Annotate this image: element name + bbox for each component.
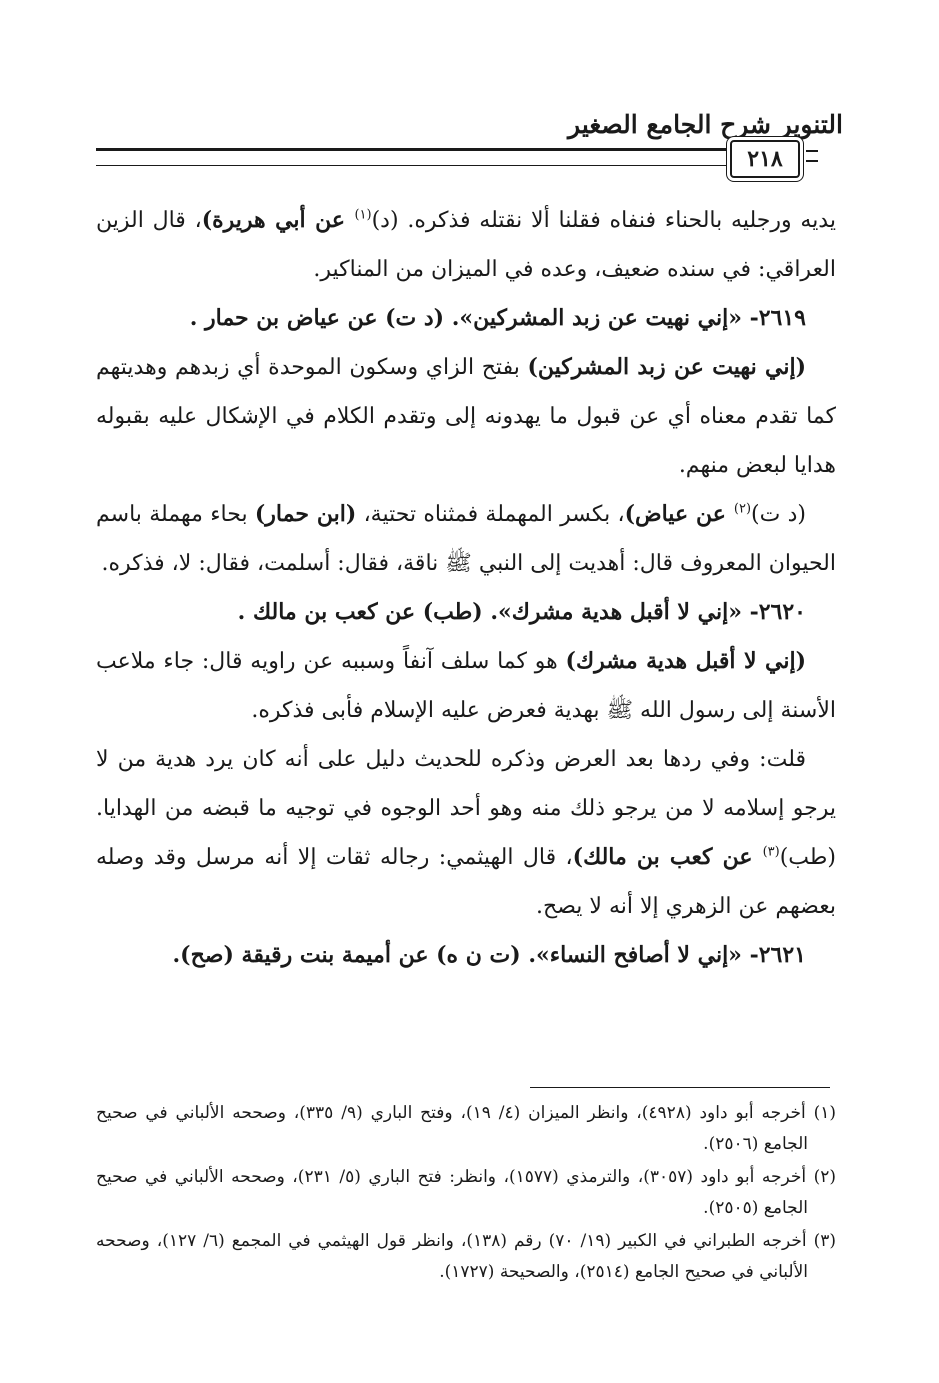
hadith-2620 bbox=[96, 588, 836, 637]
quoted-matn: (إني لا أقبل هدية مشرك) bbox=[565, 648, 806, 674]
text-run: (د ت) bbox=[751, 502, 806, 527]
hadith-2619 bbox=[96, 294, 836, 343]
footnote-1: (١) أخرجه أبو داود (٤٩٢٨)، وانظر الميزان (٤/ ١٩)، وفتح الباري (٩/ ٣٣٥)، وصححه الألباني في صحيح الجامع (٢٥٠٦). bbox=[96, 1103, 837, 1154]
text-run: بحاء مهملة باسم الحيوان المعروف قال: أهديت إلى النبي ﷺ ناقة، فقال: أسلمت، فقال: لا، فذكره. bbox=[96, 502, 836, 576]
text-run: يديه ورجليه بالحناء فنفاه فقلنا ألا نقتله فذكره. (د) bbox=[371, 208, 836, 233]
quoted-matn: (إني نهيت عن زبد المشركين) bbox=[527, 354, 807, 380]
paragraph-4 bbox=[96, 637, 836, 735]
footnote-ref-2: (٢) bbox=[733, 501, 752, 517]
narrator-name: عن عياض) bbox=[624, 501, 734, 527]
running-title: التنوير شرح الجامع الصغير bbox=[568, 110, 843, 139]
hadith-text: ٢٦١٩- «إني نهيت عن زبد المشركين». (د ت) عن عياض بن حمار . bbox=[189, 305, 806, 331]
hadith-text: ٢٦٢٠- «إني لا أقبل هدية مشرك». (طب) عن كعب بن مالك . bbox=[237, 599, 806, 625]
hadith-text: ٢٦٢١- «إني لا أصافح النساء». (ت ن ه) عن أميمة بنت رقيقة (صح). bbox=[172, 942, 806, 968]
hadith-2621 bbox=[96, 931, 836, 980]
text-run: قلت: وفي ردها بعد العرض وذكره للحديث دليل على أنه كان يرد هدية من لا يرجو إسلامه لا من يرجو ذلك منه وهو أحد الوجوه في توجيه ما قبضه من الهدايا. (طب) bbox=[96, 747, 836, 870]
paragraph-2 bbox=[96, 343, 836, 490]
footnote-ref-3: (٣) bbox=[762, 844, 780, 860]
paragraph-3 bbox=[96, 490, 836, 588]
footnote-3: (٣) أخرجه الطبراني في الكبير (١٩/ ٧٠) رقم (١٣٨)، وانظر قول الهيثمي في المجمع (٦/ ١٢٧)، وصححه الألباني في صحيح الجامع (٢٥١٤)، والصحيحة (١٧٢٧). bbox=[96, 1231, 836, 1282]
text-run: بفتح الزاي وسكون الموحدة أي زبدهم وهديتهم كما تقدم معناه أي عن قبول ما يهدونه إلى وتقدم الكلام في الإشكال عليه بقبوله هدايا لبعض منهم. bbox=[96, 355, 836, 478]
footnotes bbox=[96, 1098, 836, 1290]
main-text bbox=[96, 196, 836, 980]
header-rule-ornament bbox=[806, 150, 818, 162]
page-number: ٢١٨ bbox=[730, 140, 800, 178]
footnote-2: (٢) أخرجه أبو داود (٣٠٥٧)، والترمذي (١٥٧٧)، وانظر: فتح الباري (٥/ ٢٣١)، وصححه الألباني في صحيح الجامع (٢٥٠٥). bbox=[96, 1167, 836, 1218]
narrator-name: عن كعب بن مالك) bbox=[572, 844, 763, 870]
text-run: ، بكسر المهملة فمثناه تحتية، bbox=[356, 502, 625, 527]
footnote-ref-1: (١) bbox=[354, 207, 372, 223]
footnote-separator bbox=[530, 1087, 830, 1088]
text-run: ، قال الزين العراقي: في سنده ضعيف، وعده في الميزان من المناكير. bbox=[96, 208, 836, 282]
text-run: هو كما سلف آنفاً وسببه عن راويه قال: جاء ملاعب الأسنة إلى رسول الله ﷺ بهدية فعرض عليه الإسلام فأبى فذكره. bbox=[96, 649, 836, 723]
text-run: ، قال الهيثمي: رجاله ثقات إلا أنه مرسل وقد وصله بعضهم عن الزهري إلا أنه لا يصح. bbox=[96, 845, 836, 919]
paragraph-1 bbox=[96, 196, 836, 294]
narrator-name: (ابن حمار) bbox=[254, 501, 357, 527]
narrator-name: عن أبي هريرة) bbox=[201, 207, 355, 233]
header-rule bbox=[96, 148, 796, 166]
paragraph-5 bbox=[96, 735, 836, 931]
